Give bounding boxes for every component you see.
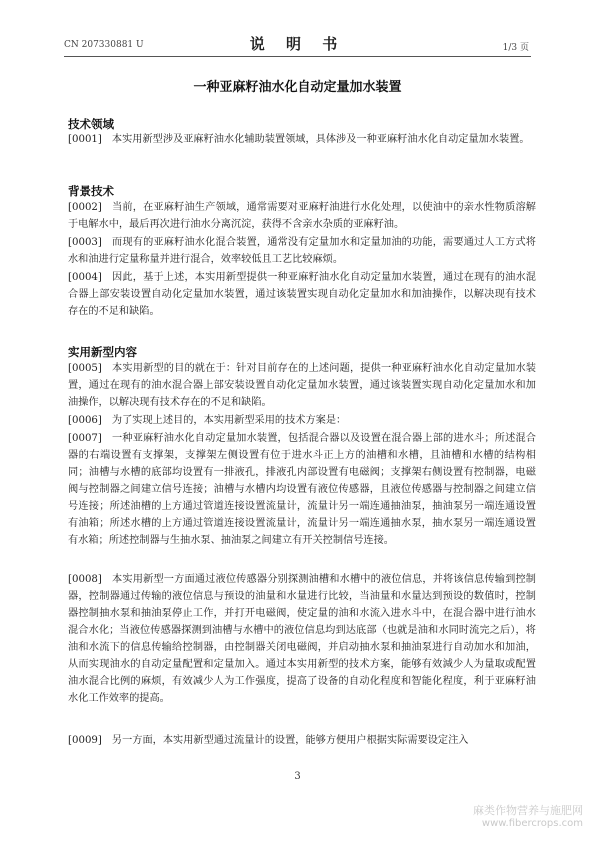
page-number: 3: [294, 771, 301, 782]
paragraph-text: 当前，在亚麻籽油生产领域，通常需要对亚麻籽油进行水化处理，以使油中的亲水性物质溶解于电解水中，最后再次进行油水分离沉淀，获得不含亲水杂质的亚麻籽油。: [68, 202, 536, 230]
document-type-heading: 说 明 书: [249, 35, 346, 53]
paragraph-0004: [68, 269, 536, 320]
paragraph-number: [0006]: [68, 415, 102, 426]
paragraph-0009: [68, 732, 536, 749]
paragraph-text: 本实用新型的目的就在于：针对目前存在的上述问题，提供一种亚麻籽油水化自动定量加水装置，通过在现有的油水混合器上部安装设置自动化定量加水装置，通过该装置实现自动化定量加水和加油操作，以解决现有技术存在的不足和缺陷。: [68, 363, 536, 408]
paragraph-number: [0002]: [68, 202, 102, 213]
paragraph-0002: [68, 199, 536, 233]
paragraph-number: [0007]: [68, 433, 102, 444]
paragraph-0006: [68, 412, 536, 429]
section-heading-tech-field: 技术领域: [68, 117, 114, 131]
header-divider: [64, 56, 531, 57]
paragraph-text: 因此，基于上述，本实用新型提供一种亚麻籽油水化自动定量加水装置，通过在现有的油水混合器上部安装设置自动化定量加水装置，通过该装置实现自动化定量加水和加油操作，以解决现有技术存在的不足和缺陷。: [68, 272, 536, 317]
site-watermark: [473, 804, 583, 830]
paragraph-text: 另一方面，本实用新型通过流量计的设置，能够方便用户根据实际需要设定注入: [111, 735, 469, 746]
paragraph-text: 而现有的亚麻籽油水化混合装置，通常没有定量加水和定量加油的功能，需要通过人工方式将水和油进行定量称量并进行混合，效率较低且工艺比较麻烦。: [68, 237, 536, 265]
paragraph-number: [0004]: [68, 272, 102, 283]
paragraph-0007: [68, 430, 536, 549]
paragraph-0008: [68, 571, 536, 707]
page-label: 1/3 页: [502, 43, 529, 53]
section-heading-background: 背景技术: [68, 184, 114, 198]
paragraph-0001: [68, 131, 536, 148]
paragraph-number: [0008]: [68, 574, 102, 585]
paragraph-text: 为了实现上述目的，本实用新型采用的技术方案是：: [111, 415, 347, 426]
watermark-site-name: 麻类作物营养与施肥网: [473, 804, 583, 817]
paragraph-text: 本实用新型涉及亚麻籽油水化辅助装置领域，具体涉及一种亚麻籽油水化自动定量加水装置。: [111, 134, 530, 145]
section-heading-content: 实用新型内容: [68, 345, 137, 359]
paragraph-0005: [68, 360, 536, 411]
paragraph-0003: [68, 234, 536, 268]
paragraph-number: [0009]: [68, 735, 102, 746]
paragraph-number: [0005]: [68, 363, 102, 374]
patent-number: CN 207330881 U: [64, 40, 144, 50]
paragraph-number: [0003]: [68, 237, 102, 248]
watermark-url: www.fibercrops.com: [481, 818, 583, 829]
paragraph-text: 本实用新型一方面通过液位传感器分别探测油槽和水槽中的液位信息，并将该信息传输到控制器，控制器通过传输的液位信息与预设的油量和水量进行比较，当油量和水量达到预设的数值时，控制器控制抽水泵和抽油泵停止工作，并打开电磁阀，使定量的油和水流入进水斗中，在混合器中进行油水混合水化；当液位传感器探测到油槽与水槽中的液位信息均到达底部（也就是油和水同时流完之后），将油和水流下的信息传输给控制器，由控制器关闭电磁阀，并启动抽水泵和抽油泵进行自动加水和加油，从而实现油水的自动定量配置和定量加入。通过本实用新型的技术方案，能够有效減少人为量取或配置油水混合比例的麻烦，有效减少人为工作强度，提高了设备的自动化程度和智能化程度，利于亚麻籽油水化工作效率的提高。: [68, 574, 536, 704]
paragraph-text: 一种亚麻籽油水化自动定量加水装置，包括混合器以及设置在混合器上部的进水斗；所述混合器的右端设置有支撑架，支撑架左侧设置有位于进水斗正上方的油槽和水槽，且油槽和水槽的结构相同；油槽与水槽的底部均设置有一排液孔，排液孔内部设置有电磁阀；支撑架右侧设置有控制器，电磁阀与控制器之间建立信号连接；油槽与水槽内均设置有液位传感器，且液位传感器与控制器之间建立信号连接；所述油槽的上方通过管道连接设置流量计，流量计另一端连通抽油泵，抽油泵另一端连通设置有油箱；所述水槽的上方通过管道连接设置流量计，流量计另一端连通抽水泵，抽水泵另一端连通设置有水箱；所述控制器与生抽水泵、抽油泵之间建立有开关控制信号连接。: [68, 433, 536, 546]
document-title: 一种亚麻籽油水化自动定量加水装置: [193, 80, 402, 95]
paragraph-number: [0001]: [68, 134, 102, 145]
